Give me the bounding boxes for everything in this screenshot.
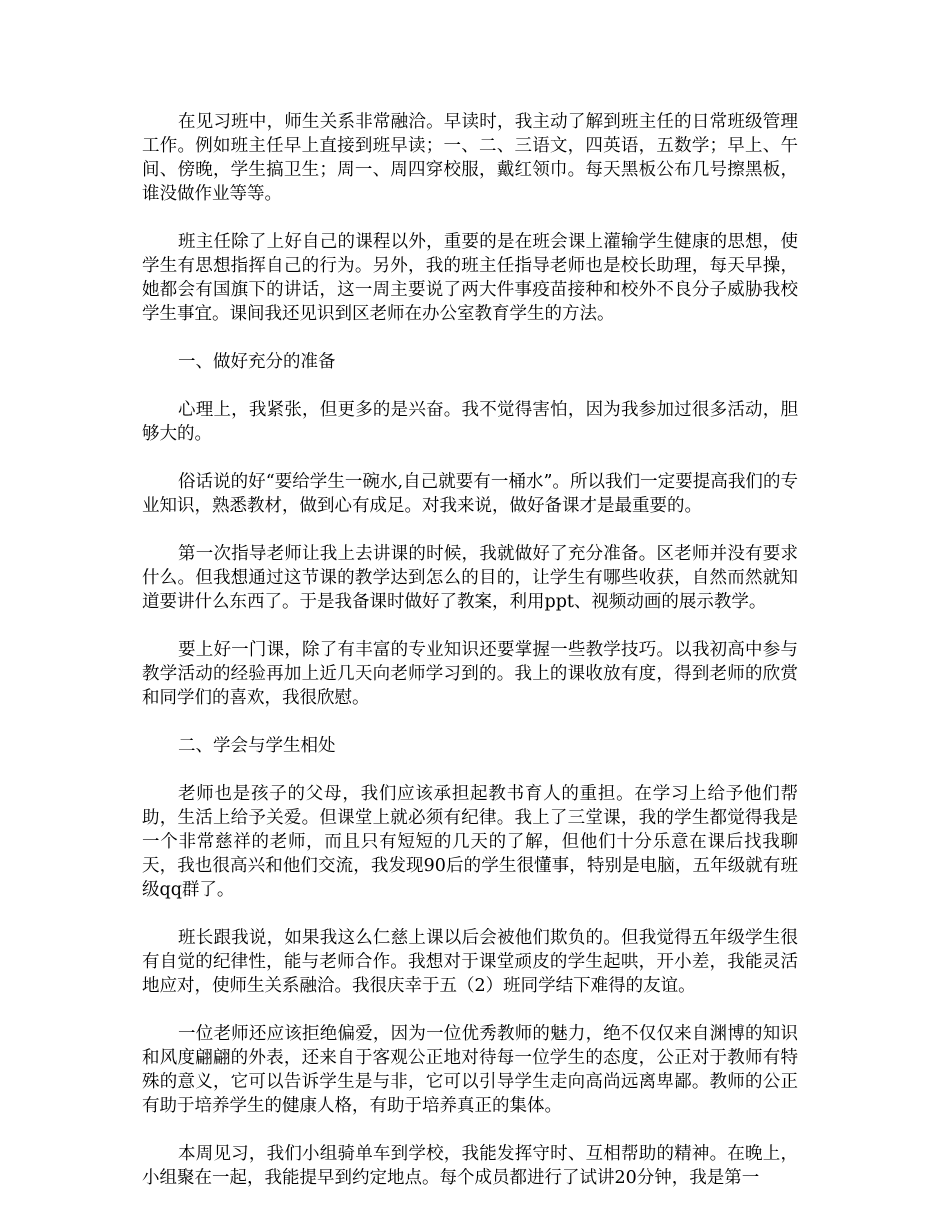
paragraph-first-lesson: 第一次指导老师让我上去讲课的时候，我就做好了充分准备。区老师并没有要求什么。但我想通过这节课的教学达到怎么的目的，让学生有哪些收获，自然而然就知道要讲什么东西了。于是我备课时做好了教案，利用ppt、视频动画的展示教学。 [142, 544, 798, 612]
paragraph-head-teacher: 班主任除了上好自己的课程以外，重要的是在班会课上灌输学生健康的思想，使学生有思想指挥自己的行为。另外，我的班主任指导老师也是校长助理，每天早操，她都会有国旗下的讲话，这一周主要说了两大件事疫苗接种和校外不良分子威胁我校学生事宜。课间我还见识到区老师在办公室教育学生的方法。 [142, 232, 798, 324]
section-heading-preparation: 一、做好充分的准备 [178, 352, 336, 372]
paragraph-proverb: 俗话说的好“要给学生一碗水,自己就要有一桶水”。所以我们一定要提高我们的专业知识，熟悉教材，做到心有成足。对我来说，做好备课才是最重要的。 [142, 472, 798, 516]
paragraph-mental-state: 心理上，我紧张，但更多的是兴奋。我不觉得害怕，因为我参加过很多活动，胆够大的。 [142, 400, 798, 444]
paragraph-class-monitor: 班长跟我说，如果我这么仁慈上课以后会被他们欺负的。但我觉得五年级学生很有自觉的纪律性，能与老师合作。我想对于课堂顽皮的学生起哄，开小差，我能灵活地应对，使师生关系融洽。我很庆幸于五（2）班同学结下难得的友谊。 [142, 928, 798, 996]
paragraph-classroom-relations: 在见习班中，师生关系非常融洽。早读时，我主动了解到班主任的日常班级管理工作。例如班主任早上直接到班早读；一、二、三语文，四英语，五数学；早上、午间、傍晚，学生搞卫生；周一、周四穿校服，戴红领巾。每天黑板公布几号擦黑板，谁没做作业等等。 [142, 112, 798, 204]
section-heading-students: 二、学会与学生相处 [178, 736, 336, 756]
document-body [142, 110, 798, 1214]
paragraph-fairness: 一位老师还应该拒绝偏爱，因为一位优秀教师的魅力，绝不仅仅来自渊博的知识和风度翩翩的外表，还来自于客观公正地对待每一位学生的态度，公正对于教师有特殊的意义，它可以告诉学生是与非，它可以引导学生走向高尚远离卑鄙。教师的公正有助于培养学生的健康人格，有助于培养真正的集体。 [142, 1024, 798, 1116]
paragraph-teacher-as-parent: 老师也是孩子的父母，我们应该承担起教书育人的重担。在学习上给予他们帮助，生活上给予关爱。但课堂上就必须有纪律。我上了三堂课，我的学生都觉得我是一个非常慈祥的老师，而且只有短短的几天的了解，但他们十分乐意在课后找我聊天，我也很高兴和他们交流，我发现90后的学生很懂事，特别是电脑，五年级就有班级qq群了。 [142, 784, 798, 900]
paragraph-teaching-skills: 要上好一门课，除了有丰富的专业知识还要掌握一些教学技巧。以我初高中参与教学活动的经验再加上近几天向老师学习到的。我上的课收放有度，得到老师的欣赏和同学们的喜欢，我很欣慰。 [142, 640, 798, 708]
paragraph-group-practice: 本周见习，我们小组骑单车到学校，我能发挥守时、互相帮助的精神。在晚上，小组聚在一起，我能提早到约定地点。每个成员都进行了试讲20分钟，我是第一 [142, 1144, 798, 1188]
